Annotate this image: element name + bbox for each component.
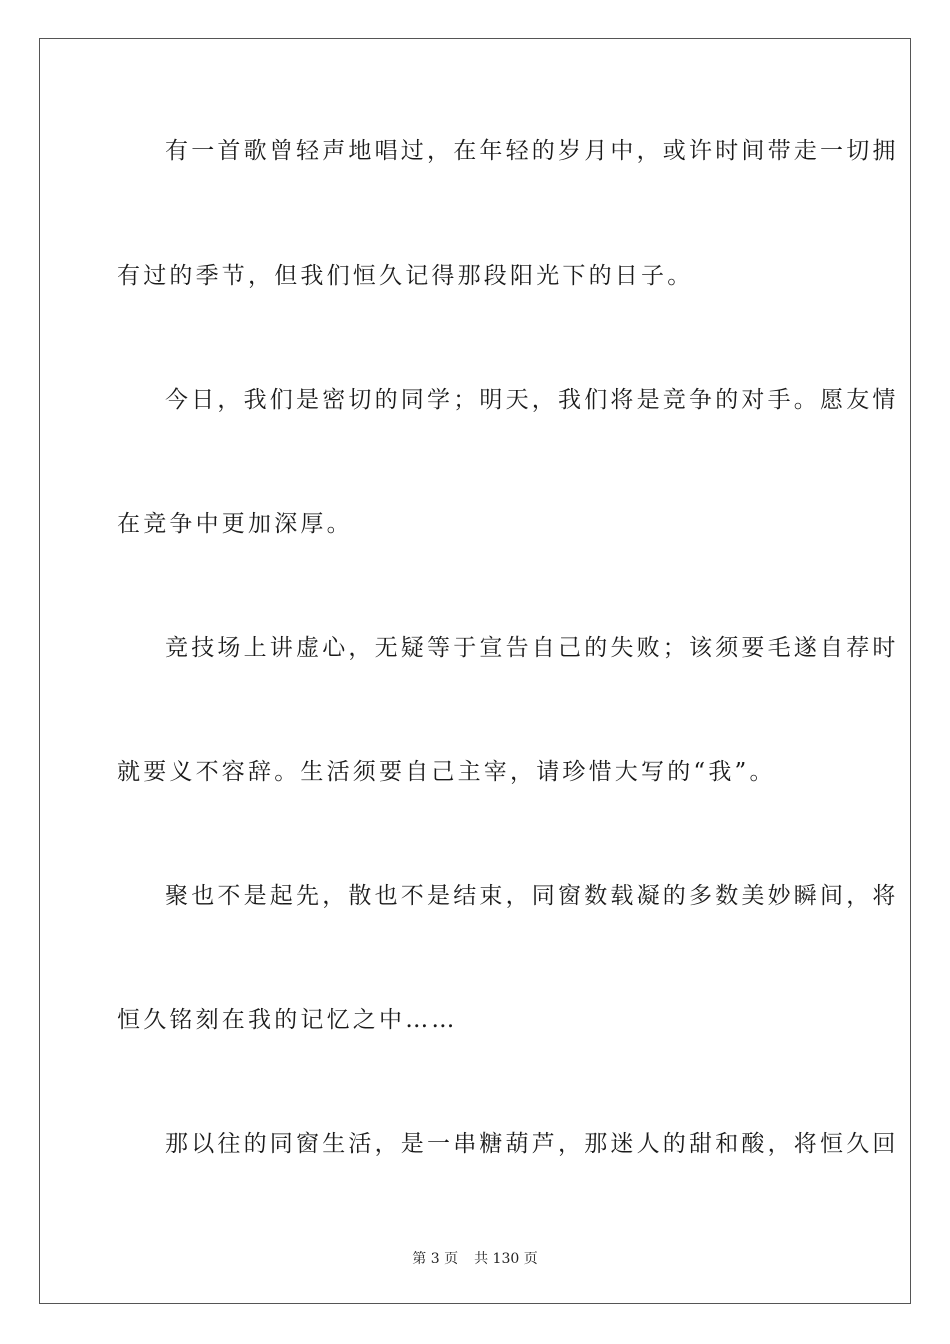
- paragraph-line: 竞技场上讲虚心，无疑等于宣告自己的失败；该须要毛遂自荐时: [165, 635, 899, 661]
- paragraph-line: 有过的季节，但我们恒久记得那段阳光下的日子。: [117, 263, 694, 289]
- page-total: 共 130 页: [474, 1251, 538, 1267]
- paragraph-line: 聚也不是起先，散也不是结束，同窗数载凝的多数美妙瞬间，将: [165, 883, 899, 909]
- page-border: [39, 38, 911, 1304]
- paragraph-line: 恒久铭刻在我的记忆之中……: [117, 1007, 458, 1033]
- paragraph-line: 有一首歌曾轻声地唱过，在年轻的岁月中，或许时间带走一切拥: [165, 138, 899, 164]
- paragraph-line: 在竞争中更加深厚。: [117, 511, 353, 537]
- paragraph-line: 今日，我们是密切的同学；明天，我们将是竞争的对手。愿友情: [165, 387, 899, 413]
- paragraph-line: 就要义不容辞。生活须要自己主宰，请珍惜大写的“我”。: [117, 759, 776, 785]
- page-number: 第 3 页: [412, 1251, 459, 1267]
- paragraph-line: 那以往的同窗生活，是一串糖葫芦，那迷人的甜和酸，将恒久回: [165, 1131, 899, 1157]
- page-footer: [0, 1248, 950, 1268]
